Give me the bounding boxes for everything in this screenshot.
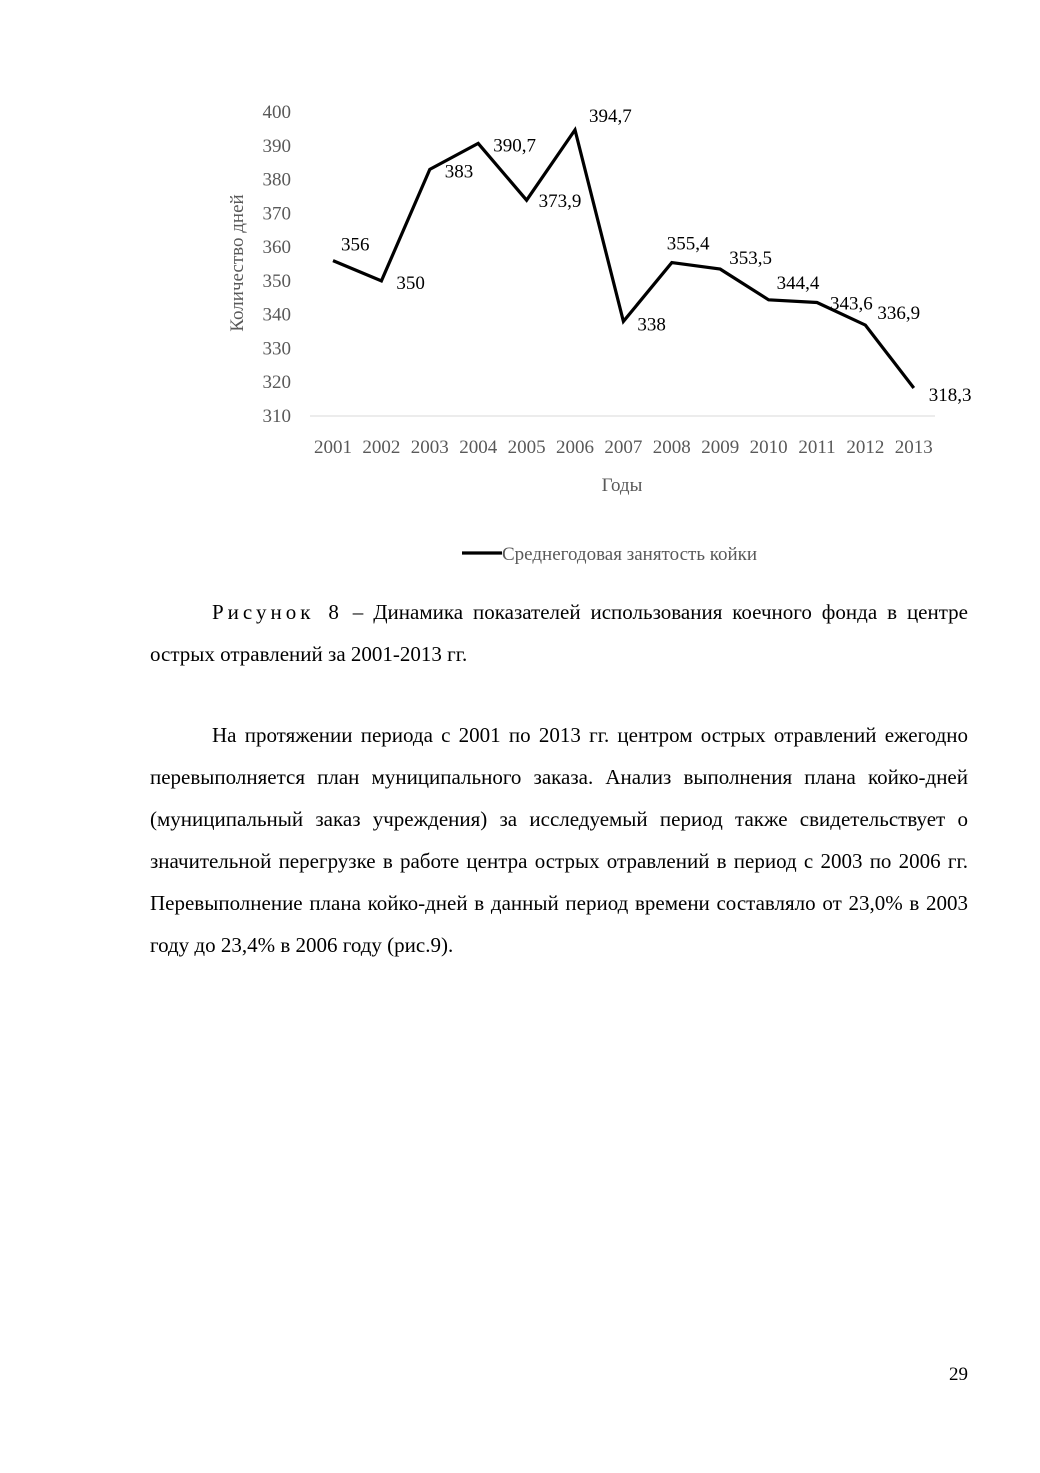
x-tick-label: 2005 [507,437,546,458]
data-label: 383 [444,161,474,183]
y-tick-label: 380 [262,169,291,191]
y-tick-label: 330 [262,338,291,360]
body-paragraph: На протяжении периода с 2001 по 2013 гг. центром острых отравлений ежегодно перевыполняется план муниципального заказа. Анализ выполнения плана койко-дней (муниципальный заказ учреждения) за исследуемый период также свидетельствует о значительной перегрузке в работе центра острых отравлений в период с 2003 по 2006 гг. Перевыполнение плана койко-дней в данный период времени составляло от 23,0% в 2003 году до 23,4% в 2006 году (рис.9). [150,723,968,957]
y-tick-label: 360 [262,237,291,259]
y-tick-label: 400 [262,102,291,123]
y-axis-label: Количество дней [227,194,248,332]
x-tick-label: 2012 [846,437,885,458]
data-label: 355,4 [666,233,710,255]
figure-caption [150,591,968,675]
x-tick-label: 2004 [459,437,498,458]
x-tick-label: 2002 [362,437,401,458]
page-number: 29 [949,1364,968,1385]
x-axis-label: Годы [601,475,643,496]
y-tick-label: 340 [262,304,291,326]
x-tick-label: 2006 [556,437,594,458]
series-line [333,130,914,388]
figure-caption-text: – Динамика показателей использования коечного фонда в центре острых отравлений за 2001-2013 гг. [150,600,968,666]
data-labels [341,106,972,406]
x-tick-label: 2009 [701,437,740,458]
data-label: 344,4 [776,272,820,294]
x-tick-label: 2010 [749,437,788,458]
y-axis-ticks [263,102,292,427]
data-label: 318,3 [928,384,972,406]
y-tick-label: 370 [262,203,291,225]
y-tick-label: 310 [262,406,291,427]
data-label: 350 [396,272,425,294]
x-tick-label: 2008 [652,437,691,458]
y-tick-label: 350 [262,270,291,292]
x-tick-label: 2001 [314,437,352,458]
legend-label: Среднегодовая занятость койки [502,544,758,565]
x-tick-label: 2003 [410,437,449,458]
data-label: 356 [341,234,370,256]
data-label: 343,6 [830,293,873,315]
x-tick-label: 2013 [894,437,933,458]
x-tick-label: 2011 [798,437,836,458]
figure-label: Рисунок 8 [212,600,343,624]
y-tick-label: 390 [262,135,291,157]
x-axis-ticks [314,437,933,458]
data-label: 394,7 [589,105,632,127]
y-tick-label: 320 [262,372,291,394]
data-label: 338 [637,314,666,336]
legend [462,544,757,565]
data-label: 373,9 [538,191,582,213]
data-label: 353,5 [729,248,772,270]
line-chart [0,0,1040,600]
data-label: 390,7 [493,135,536,157]
data-label: 336,9 [877,303,921,325]
x-tick-label: 2007 [604,437,643,458]
